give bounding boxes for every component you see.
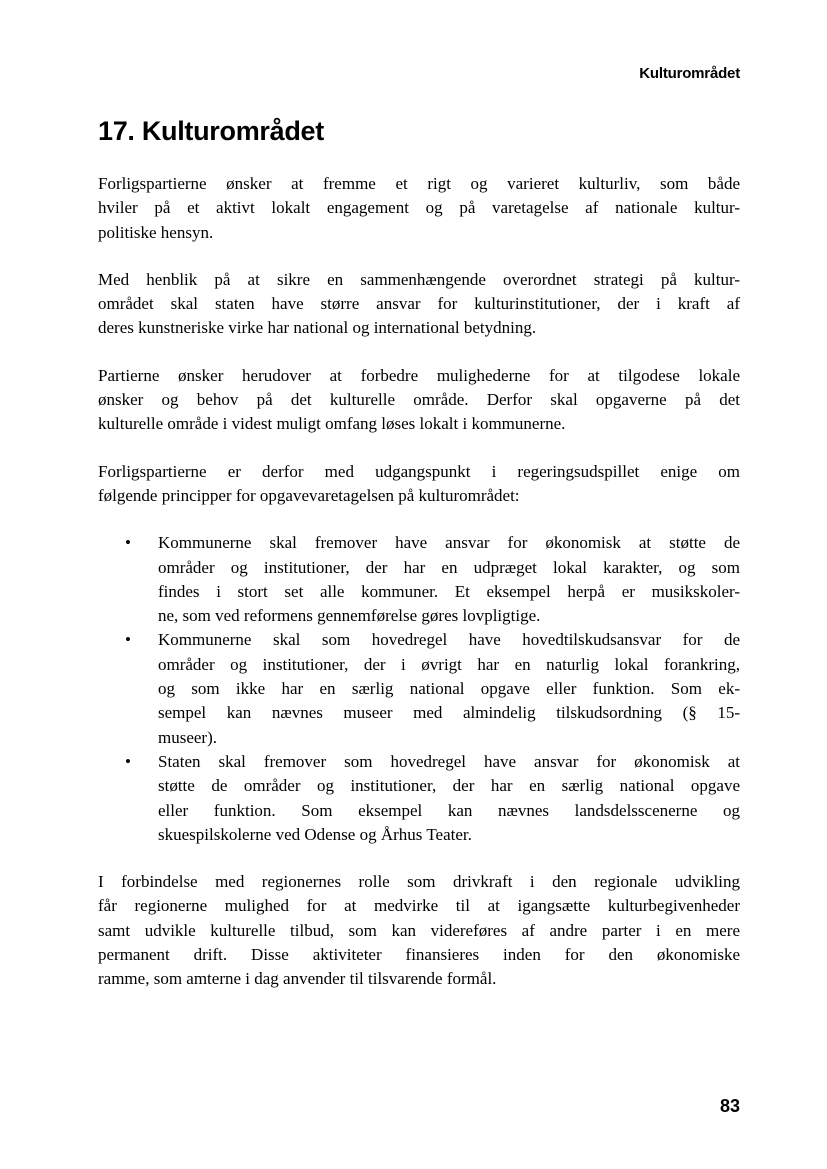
text-line: findes i stort set alle kommuner. Et eksempel herpå er musikskoler- — [158, 581, 740, 601]
list-item — [98, 750, 740, 847]
paragraph — [98, 460, 740, 509]
paragraph — [98, 364, 740, 437]
closing-paragraph — [98, 870, 740, 991]
text-line: Forligspartierne er derfor med udgangspunkt i regeringsudspillet enige om — [98, 461, 740, 481]
text-line: ramme, som amterne i dag anvender til tilsvarende formål. — [98, 969, 497, 989]
text-line: følgende principper for opgavevaretagelsen på kulturområdet: — [98, 485, 520, 505]
text-line: politiske hensyn. — [98, 222, 214, 242]
text-line: Med henblik på at sikre en sammenhængende overordnet strategi på kultur- — [98, 269, 740, 289]
paragraph — [98, 268, 740, 341]
bullet-marker: • — [125, 630, 131, 650]
bullet-list — [98, 531, 740, 847]
text-line: Staten skal fremover som hovedregel have ansvar for økonomisk at — [158, 751, 740, 771]
list-item — [98, 531, 740, 628]
text-line: permanent drift. Disse aktiviteter finansieres inden for den økonomiske — [98, 945, 740, 965]
text-line: og som ikke har en særlig national opgave eller funktion. Som ek- — [158, 679, 740, 699]
list-item — [98, 628, 740, 749]
paragraph — [98, 172, 740, 245]
text-line: ne, som ved reformens gennemførelse gøres lovpligtige. — [158, 606, 541, 626]
text-line: får regionerne mulighed for at medvirke til at igangsætte kulturbegivenheder — [98, 896, 740, 916]
text-line: området skal staten have større ansvar for kulturinstitutioner, der i kraft af — [98, 294, 740, 314]
text-line: I forbindelse med regionernes rolle som drivkraft i den regionale udvikling — [98, 872, 740, 892]
text-line: Kommunerne skal som hovedregel have hovedtilskudsansvar for de — [158, 630, 740, 650]
text-line: eller funktion. Som eksempel kan nævnes landsdelsscenerne og — [158, 800, 740, 820]
text-line: Forligspartierne ønsker at fremme et rigt og varieret kulturliv, som både — [98, 174, 740, 193]
text-line: museer). — [158, 727, 218, 747]
running-header: Kulturområdet — [639, 65, 740, 82]
page-number: 83 — [719, 1096, 740, 1116]
bullet-marker: • — [125, 751, 131, 771]
text-line: samt udvikle kulturelle tilbud, som kan videreføres af andre parter i en mere — [98, 920, 740, 940]
page-title: 17. Kulturområdet — [98, 116, 324, 146]
text-line: hviler på et aktivt lokalt engagement og på varetagelse af nationale kultur- — [98, 198, 740, 218]
text-line: støtte de områder og institutioner, der har en særlig national opgave — [158, 776, 740, 796]
text-line: Partierne ønsker herudover at forbedre mulighederne for at tilgodese lokale — [98, 365, 740, 385]
text-line: deres kunstneriske virke har national og international betydning. — [98, 318, 537, 338]
text-column — [98, 0, 740, 992]
text-line: områder og institutioner, der i øvrigt har en naturlig lokal forankring, — [158, 654, 740, 674]
text-line: skuespilskolerne ved Odense og Århus Teater. — [158, 824, 472, 844]
text-line: sempel kan nævnes museer med almindelig tilskudsordning (§ 15- — [158, 703, 740, 723]
text-line: Kommunerne skal fremover have ansvar for økonomisk at støtte de — [158, 533, 740, 553]
text-line: kulturelle område i videst muligt omfang løses lokalt i kommunerne. — [98, 414, 566, 434]
text-line: ønsker og behov på det kulturelle område. Derfor skal opgaverne på det — [98, 390, 740, 410]
text-line: områder og institutioner, der har en udpræget lokal karakter, og som — [158, 557, 740, 577]
bullet-marker: • — [125, 533, 131, 553]
